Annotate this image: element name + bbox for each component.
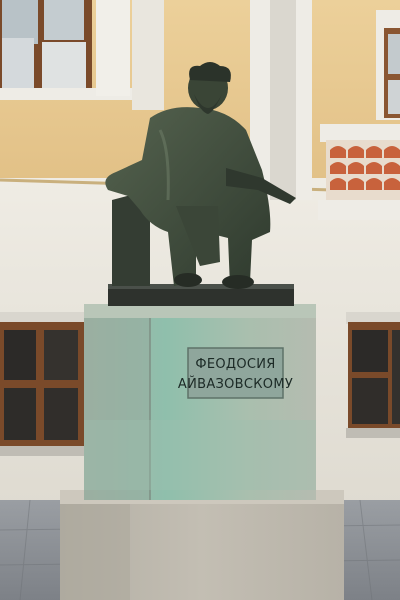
pilaster-left (96, 0, 130, 96)
pedestal-column (84, 304, 316, 500)
inscription-plaque (178, 348, 293, 398)
pilaster-left-2 (132, 0, 164, 110)
pedestal-base (60, 490, 344, 600)
plaque-line-1: ФЕОДОСИЯ (195, 357, 276, 372)
lower-left-window (0, 312, 86, 456)
pilaster-right-2 (296, 0, 312, 200)
lower-right-window (346, 312, 400, 438)
plaque-line-2: АЙВАЗОВСКОМУ (177, 377, 294, 392)
pilaster-right-shadow (270, 0, 296, 200)
upper-right-window (376, 10, 400, 120)
balustrade (318, 124, 400, 220)
